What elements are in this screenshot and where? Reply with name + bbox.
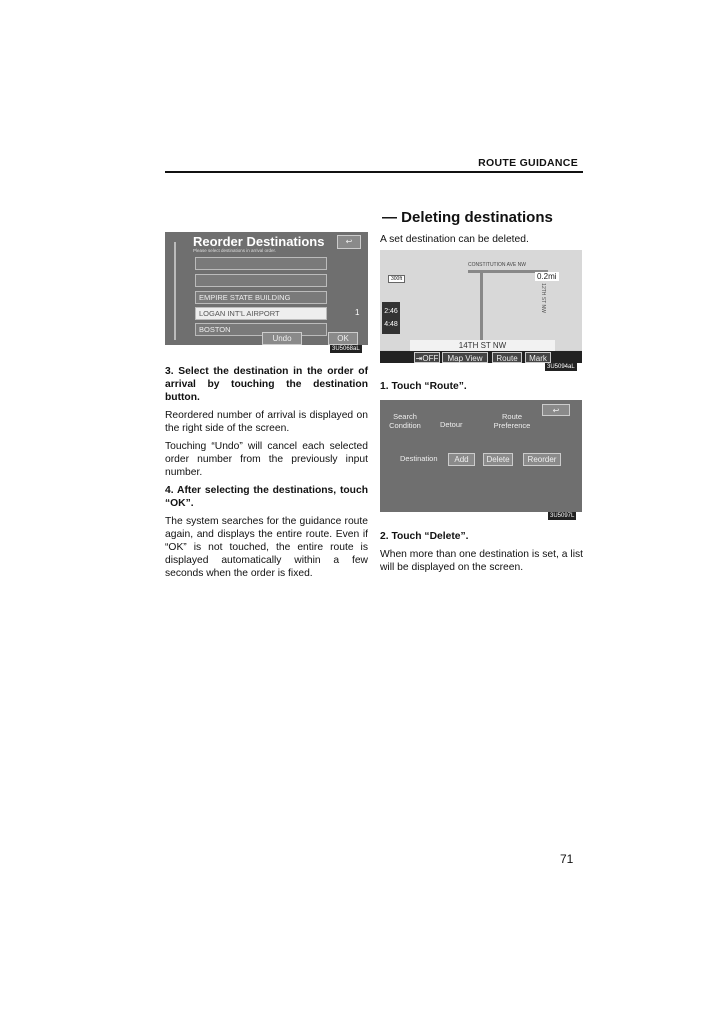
step-3: 3. Select the destination in the order of arrival by touching the destination button. xyxy=(165,366,368,403)
distance: 0.2mi xyxy=(537,272,557,281)
side-street: 12TH ST NW xyxy=(539,283,546,313)
paragraph: When more than one destination is set, a list will be displayed on the screen. xyxy=(380,549,583,573)
destination-slot: EMPIRE STATE BUILDING xyxy=(195,291,327,304)
step-1: 1. Touch “Route”. xyxy=(380,381,467,392)
delete-button: Delete xyxy=(483,453,513,466)
paragraph: Reordered number of arrival is displayed on the right side of the screen. xyxy=(165,410,368,434)
ok-button: OK xyxy=(328,332,358,345)
destination-slot: BOSTON xyxy=(195,323,327,336)
intro: A set destination can be deleted. xyxy=(380,234,529,245)
off-button: ⇥OFF xyxy=(415,354,439,363)
route-menu-screenshot xyxy=(380,400,582,512)
route-preference-button: Route Preference xyxy=(493,412,531,430)
add-button: Add xyxy=(448,453,475,466)
figure-code: 3U5068aL xyxy=(332,346,360,352)
current-street: 14TH ST NW xyxy=(410,340,555,352)
reorder-destinations-screenshot xyxy=(165,232,368,345)
step-4: 4. After selecting the destinations, touch “OK”. xyxy=(165,485,368,509)
order-number: 1 xyxy=(355,308,360,317)
reorder-button: Reorder xyxy=(523,453,561,466)
section-title: — Deleting destinations xyxy=(382,209,553,226)
page-number: 71 xyxy=(560,852,574,866)
paragraph: The system searches for the guidance route again, and displays the entire route. Even if “OK” is not touched, the entire route is displayed automatically within a few seconds when the order is fixed. xyxy=(165,516,368,579)
destination-label: Destination xyxy=(400,454,438,463)
back-button: ↩ xyxy=(542,404,570,416)
back-button: ↩ xyxy=(337,235,361,249)
destination-slot xyxy=(195,274,327,287)
section-header: ROUTE GUIDANCE xyxy=(478,157,578,169)
screen-title: Reorder Destinations xyxy=(193,234,325,249)
scale: 300ft xyxy=(388,275,405,283)
figure-code: 3U5094aL xyxy=(547,364,575,370)
detour-button: Detour xyxy=(440,420,463,429)
step-2: 2. Touch “Delete”. xyxy=(380,531,469,542)
destination-slot xyxy=(195,257,327,270)
figure-code: 3U5097L xyxy=(550,513,575,519)
screen-subtitle: Please select destinations in arrival order. xyxy=(193,248,277,253)
time-2: 4:48 xyxy=(384,321,398,328)
street-top: CONSTITUTION AVE NW xyxy=(468,262,526,268)
route-button: Route xyxy=(492,352,522,363)
destination-slot-selected: LOGAN INT'L AIRPORT xyxy=(195,307,327,320)
mark-button: Mark xyxy=(525,352,551,363)
time-1: 2:46 xyxy=(384,308,398,315)
map-view-button: Map View xyxy=(442,352,488,363)
map-screenshot xyxy=(380,250,582,363)
undo-button: Undo xyxy=(262,332,302,345)
search-condition-button: Search Condition xyxy=(389,412,421,430)
order-line xyxy=(174,242,176,340)
header-rule xyxy=(165,171,583,173)
paragraph: Touching “Undo” will cancel each selected order number from the previously input number. xyxy=(165,441,368,478)
